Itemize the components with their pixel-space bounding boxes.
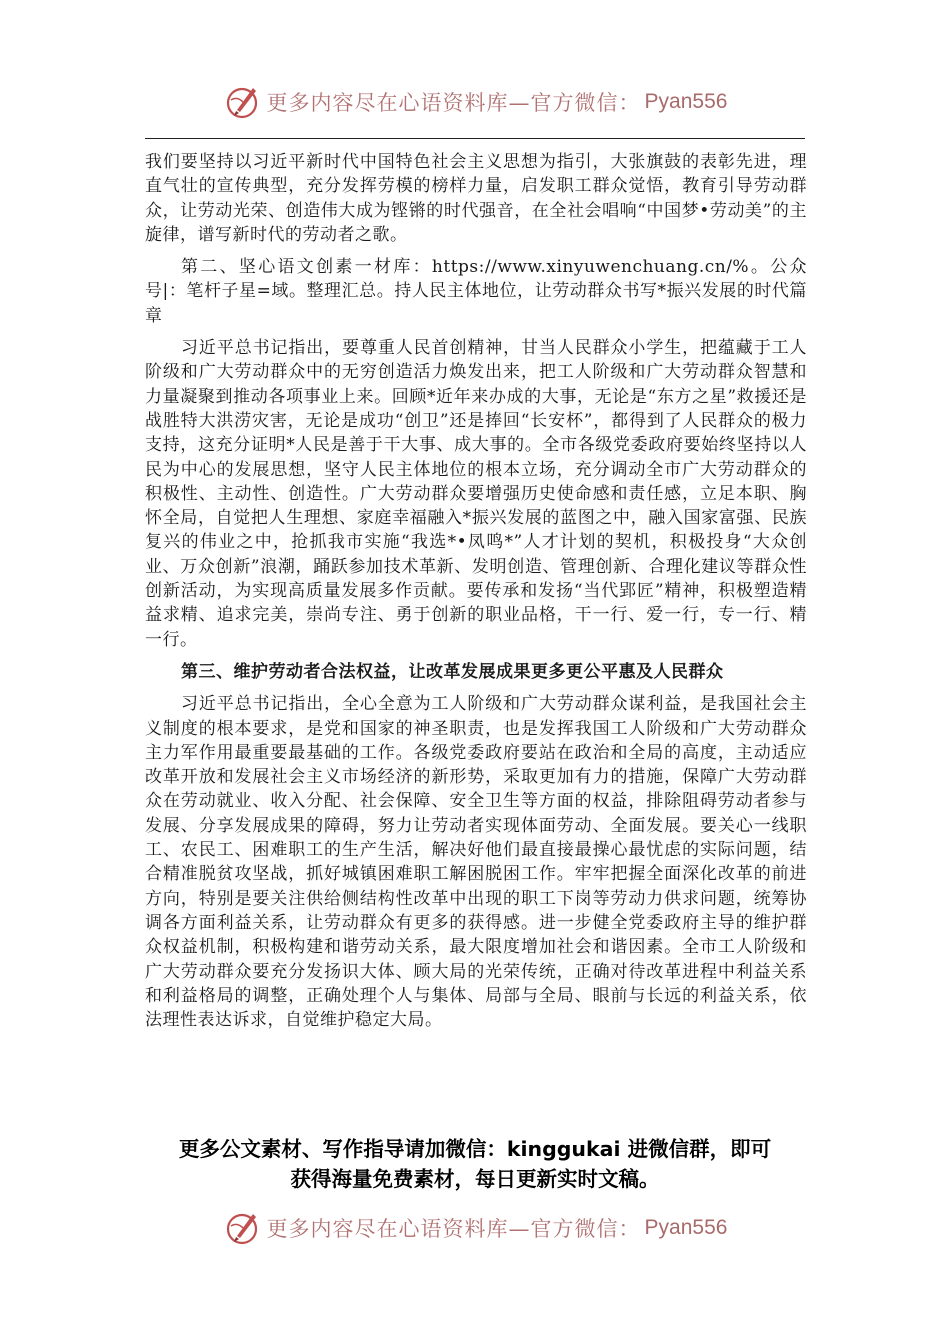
paragraph-section-2: 习近平总书记指出，要尊重人民首创精神，甘当人民群众小学生，把蕴藏于工人阶级和广大劳动群众中的无穷创造活力焕发出来，把工人阶级和广大劳动群众智慧和力量凝聚到推动各项事业上来。回顾*近年来办成的大事，无论是“东方之星”救援还是战胜特大洪涝灾害，无论是成功“创卫”还是捧回“长安杯”，都得到了人民群众的极力支持，这充分证明*人民是善于干大事、成大事的。全市各级党委政府要始终坚持以人民为中心的发展思想，坚守人民主体地位的根本立场，充分调动全市广大劳动群众的积极性、主动性、创造性。广大劳动群众要增强历史使命感和责任感，立足本职、胸怀全局，自觉把人生理想、家庭幸福融入*振兴发展的蓝图之中，融入国家富强、民族复兴的伟业之中，抢抓我市实施“我选*•凤鸣*”人才计划的契机，积极投身“大众创业、万众创新”浪潮，踊跃参加技术革新、发明创造、管理创新、合理化建议等群众性创新活动，为实现高质量发展多作贡献。要传承和发扬“当代郢匠”精神，积极塑造精益求精、追求完美，崇尚专注、勇于创新的职业品格，干一行、爱一行，专一行、精一行。 [145, 338, 807, 650]
header-divider [145, 138, 805, 139]
promo-line-1: 更多公文素材、写作指导请加微信：kinggukai 进微信群，即可 [178, 1137, 772, 1161]
footer-banner [0, 1206, 950, 1250]
section-heading-3: 第三、维护劳动者合法权益，让改革发展成果更多更公平惠及人民群众 [181, 661, 724, 682]
paragraph-intro: 我们要坚持以习近平新时代中国特色社会主义思想为指引，大张旗鼓的表彰先进，理直气壮的宣传典型，充分发挥劳模的榜样力量，启发职工群众觉悟，教育引导劳动群众，让劳动光荣、创造伟大成为铿锵的时代强音，在全社会唱响“中国梦•劳动美”的主旋律，谱写新时代的劳动者之歌。 [145, 152, 807, 245]
header-banner-id: Pyan556 [644, 90, 728, 113]
document-body [145, 150, 807, 1040]
pen-logo-icon [223, 1208, 263, 1248]
footer-banner-text: 更多内容尽在心语资料库—官方微信： [266, 1217, 641, 1241]
footer-banner-id: Pyan556 [644, 1216, 728, 1239]
header-banner-text: 更多内容尽在心语资料库—官方微信： [266, 91, 641, 115]
header-banner [0, 80, 950, 124]
paragraph-section-3: 习近平总书记指出，全心全意为工人阶级和广大劳动群众谋利益，是我国社会主义制度的根本要求，是党和国家的神圣职责，也是发挥我国工人阶级和广大劳动群众主力军作用最重要最基础的工作。各级党委政府要站在政治和全局的高度，主动适应改革开放和发展社会主义市场经济的新形势，采取更加有力的措施，保障广大劳动群众在劳动就业、收入分配、社会保障、安全卫生等方面的权益，排除阻碍劳动者参与发展、分享发展成果的障碍，努力让劳动者实现体面劳动、全面发展。要关心一线职工、农民工、困难职工的生产生活，解决好他们最直接最操心最忧虑的实际问题，结合精准脱贫攻坚战，抓好城镇困难职工解困脱困工作。牢牢把握全面深化改革的前进方向，特别是要关注供给侧结构性改革中出现的职工下岗等劳动力供求问题，统筹协调各方面利益关系，让劳动群众有更多的获得感。进一步健全党委政府主导的维护群众权益机制，积极构建和谐劳动关系，最大限度增加社会和谐因素。全市工人阶级和广大劳动群众要充分发扬识大体、顾大局的光荣传统，正确对待改革进程中利益关系和利益格局的调整，正确处理个人与集体、局部与全局、眼前与长远的利益关系，依法理性表达诉求，自觉维护稳定大局。 [145, 694, 807, 1031]
pen-logo-icon [223, 82, 263, 122]
section-heading-2: 第二、坚心语文创素一材库：https://www.xinyuwenchuang.cn/%。公众号|：笔杆子星=域。整理汇总。持人民主体地位，让劳动群众书写*振兴发展的时代篇章 [145, 257, 807, 326]
promo-line-2: 获得海量免费素材，每日更新实时文稿。 [290, 1167, 660, 1191]
promo-notice [100, 1134, 850, 1194]
